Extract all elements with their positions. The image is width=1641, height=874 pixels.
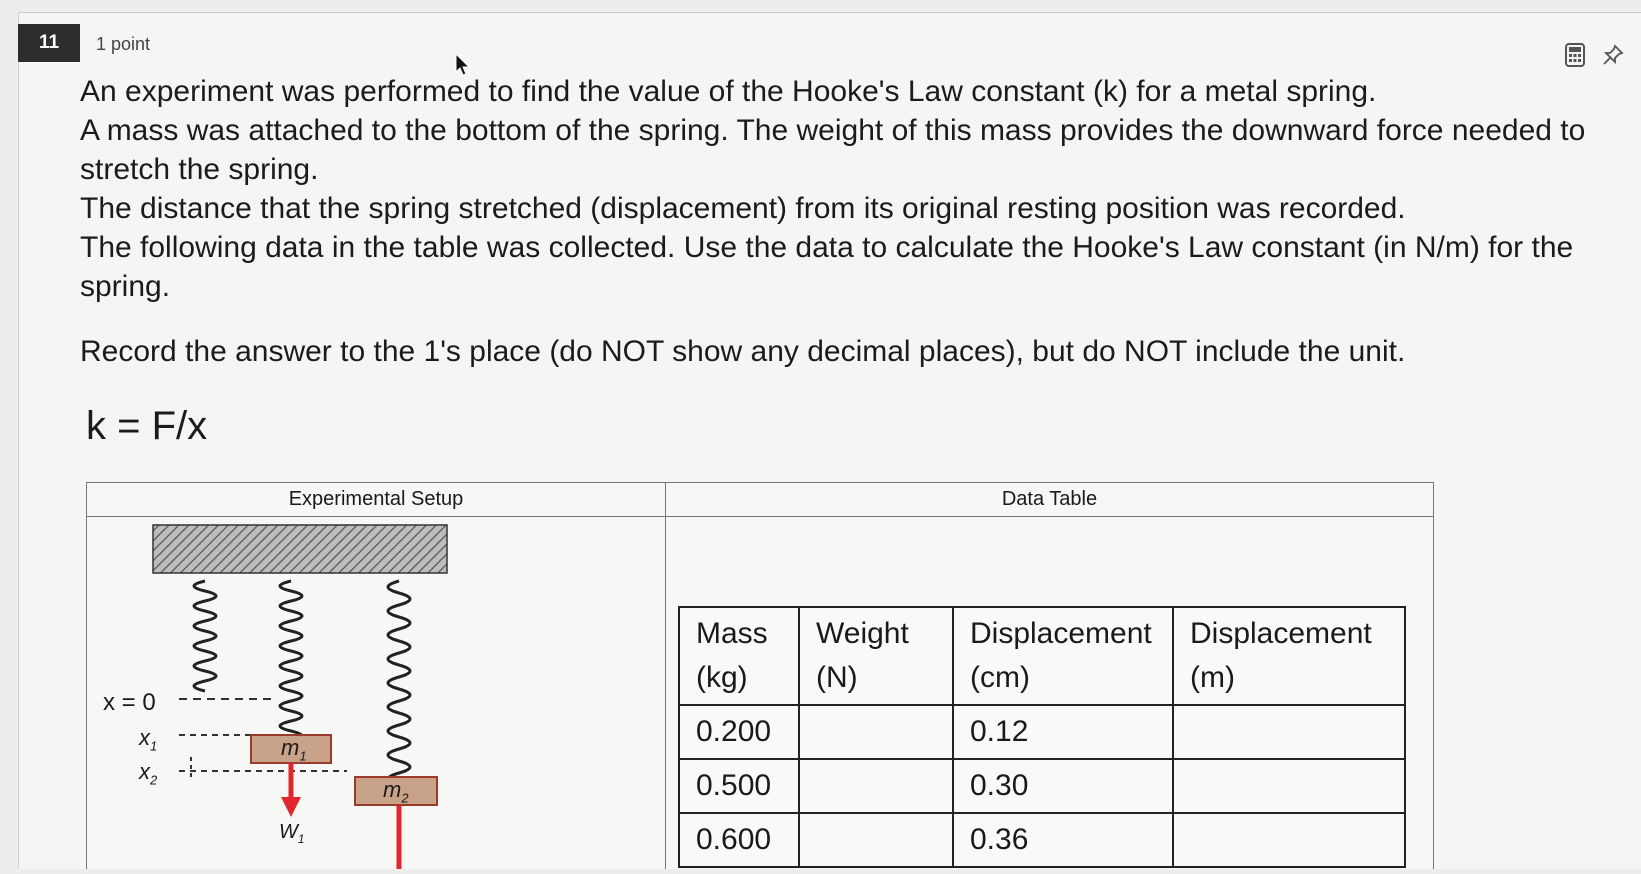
question-tools — [1562, 42, 1626, 68]
data-table-header: Data Table — [1001, 488, 1098, 510]
cell-displacement-m — [1173, 759, 1405, 813]
header-cell-weight: Weight (N) — [799, 607, 953, 705]
header-cell-mass: Mass (kg) — [679, 607, 799, 705]
formula: k = F/x — [86, 404, 208, 448]
cell-weight — [799, 759, 953, 813]
cell-weight — [799, 705, 953, 759]
calculator-icon[interactable] — [1562, 42, 1588, 68]
label-w1: $W_1$ — [279, 821, 305, 846]
prompt-paragraph: A mass was attached to the bottom of the spring. The weight of this mass provides the downward force needed to stretch the spring. — [80, 114, 1586, 186]
data-table — [678, 606, 1406, 868]
spring-1 — [194, 581, 216, 691]
cell-weight — [799, 813, 953, 867]
label-m2: $m_2$ — [383, 777, 409, 806]
cell-mass: 0.200 — [679, 705, 799, 759]
table-row — [679, 759, 1405, 813]
cell-displacement-m — [1173, 705, 1405, 759]
setup-header: Experimental Setup — [288, 488, 464, 510]
table-row — [679, 705, 1405, 759]
prompt-paragraph: The following data in the table was collected. Use the data to calculate the Hooke's Law constant (in N/m) for the spring. — [80, 231, 1574, 303]
header-cell-displacement-m: Displacement (m) — [1173, 607, 1405, 705]
ceiling-support — [153, 525, 447, 573]
spring-3 — [388, 581, 410, 785]
label-x0: x = 0 — [103, 689, 156, 716]
prompt-paragraph: The distance that the spring stretched (displacement) from its original resting position was recorded. — [80, 192, 1406, 225]
question-prompt — [80, 72, 1600, 371]
cell-displacement-cm: 0.12 — [953, 705, 1173, 759]
experimental-setup-diagram — [87, 517, 665, 869]
question-number-badge: 11 — [18, 24, 80, 62]
cell-mass: 0.600 — [679, 813, 799, 867]
cell-displacement-cm: 0.30 — [953, 759, 1173, 813]
prompt-instruction: Record the answer to the 1's place (do NOT show any decimal places), but do NOT include the unit. — [80, 335, 1406, 368]
pin-icon[interactable] — [1600, 42, 1626, 68]
prompt-paragraph: An experiment was performed to find the value of the Hooke's Law constant (k) for a metal spring. — [80, 75, 1377, 108]
label-m1: $m_1$ — [281, 735, 307, 764]
table-row — [679, 813, 1405, 867]
label-x1: $x_1$ — [139, 725, 158, 754]
table-header-row — [679, 607, 1405, 705]
cell-displacement-cm: 0.36 — [953, 813, 1173, 867]
label-x2: $x_2$ — [139, 759, 158, 788]
cell-displacement-m — [1173, 813, 1405, 867]
cell-mass: 0.500 — [679, 759, 799, 813]
header-cell-displacement-cm: Displacement (cm) — [953, 607, 1173, 705]
spring-2 — [280, 581, 302, 741]
question-points: 1 point — [96, 34, 151, 54]
